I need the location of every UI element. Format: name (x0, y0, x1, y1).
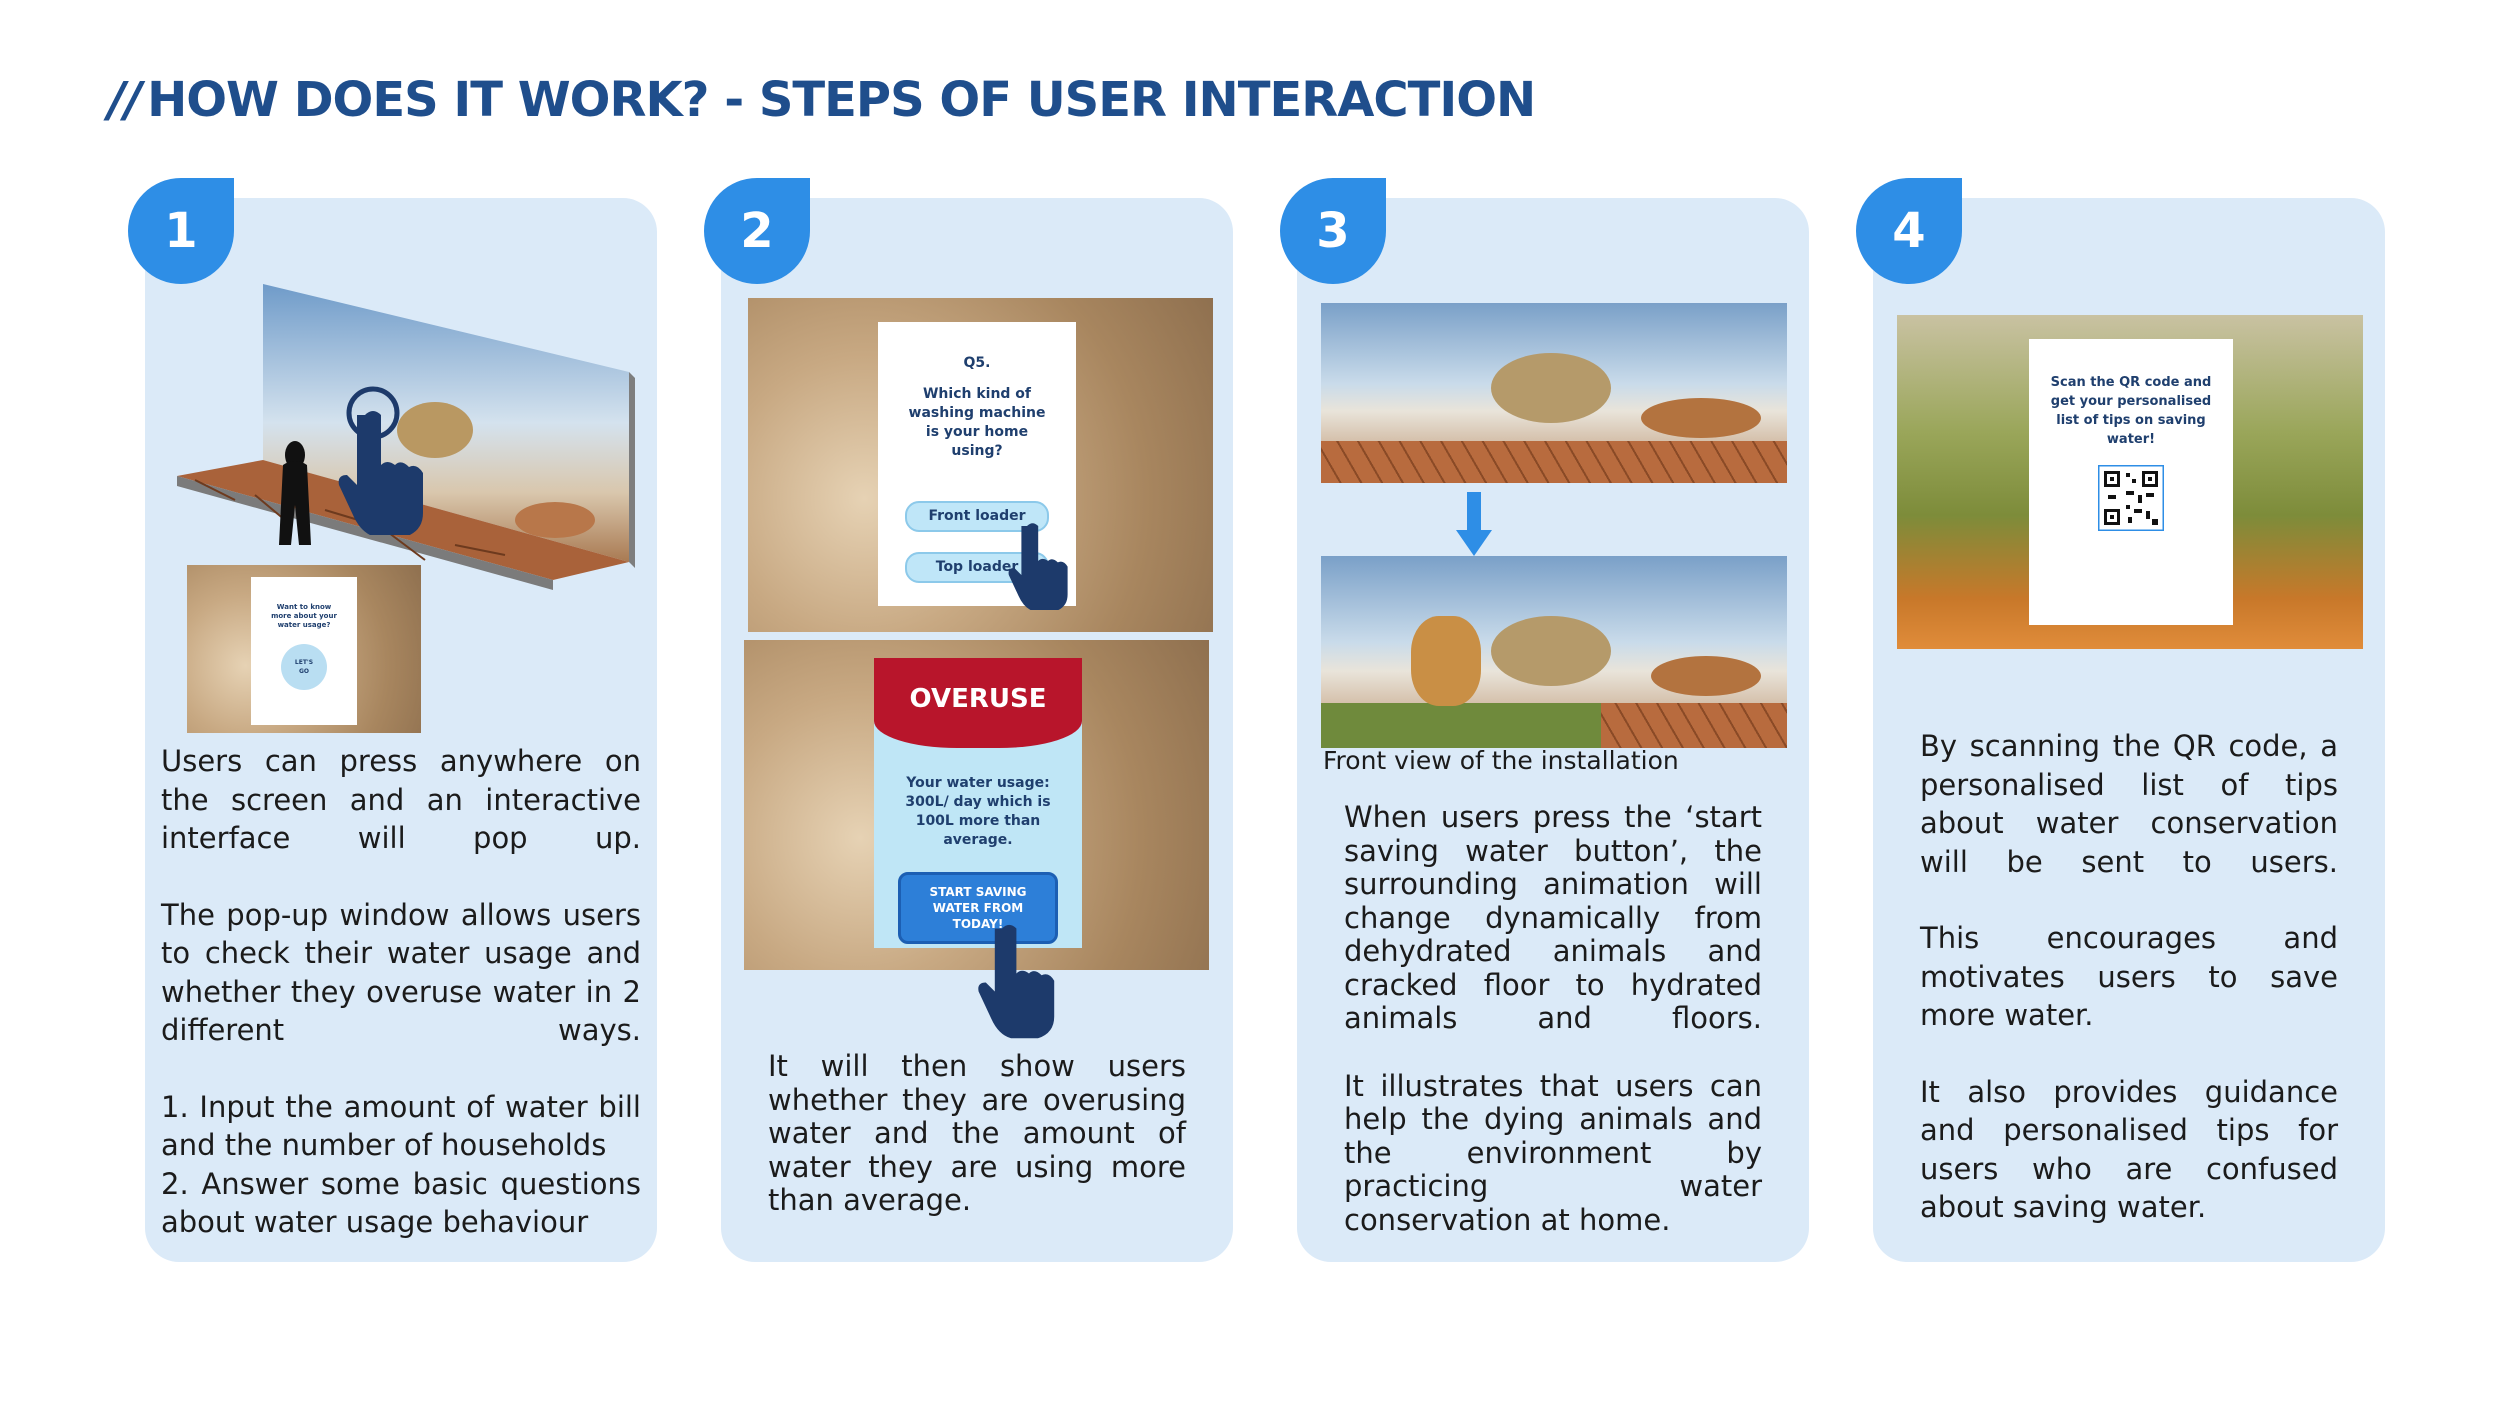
step2-description (768, 1050, 1186, 1218)
quiz-question-number: Q5. (963, 355, 991, 371)
step-badge-4: 4 (1856, 178, 1962, 284)
title-text: HOW DOES IT WORK? - STEPS OF USER INTERACTION (147, 72, 1536, 128)
paragraph: It will then show users whether they are overusing water and the amount of water they are using more than average. (768, 1049, 1186, 1217)
start-saving-button[interactable]: START SAVING WATER FROM TODAY! (898, 872, 1058, 944)
overuse-header (874, 658, 1082, 748)
step3-description (1344, 801, 1762, 1237)
lets-go-button[interactable]: LET'S GO (281, 644, 327, 690)
quiz-question: Which kind of washing machine is your home using? (908, 386, 1046, 459)
arrow-down-icon (1456, 492, 1492, 558)
overuse-message: Your water usage: 300L/ day which is 100L more than average. (905, 775, 1051, 848)
touch-hand-icon (335, 385, 435, 535)
step-badge-2: 2 (704, 178, 810, 284)
paragraph: It illustrates that users can help the dying animals and the environment by practicing water conservation at home. (1344, 1068, 1762, 1237)
step2-quiz-photo (748, 298, 1213, 632)
kangaroo-figure (1651, 656, 1761, 696)
option-top-loader[interactable]: Top loader (905, 552, 1049, 583)
grass-floor (1321, 703, 1601, 748)
paragraph: When users press the ‘start saving water button’, the surrounding animation will change dynamically from dehydrated animals and cracked floor to hydrated animals and floors. (1344, 800, 1762, 1035)
overuse-heading: OVERUSE (909, 684, 1047, 714)
paragraph: It also provides guidance and personalised tips for users who are confused about saving water. (1920, 1074, 2338, 1224)
installation-caption: Front view of the installation (1323, 746, 1679, 775)
option-front-loader[interactable]: Front loader (905, 501, 1049, 532)
paragraph: 1. Input the amount of water bill and the number of households (161, 1089, 641, 1162)
leopard-figure (1491, 353, 1611, 423)
paragraph: 2. Answer some basic questions about water usage behaviour (161, 1166, 641, 1239)
dehydrated-scene-photo (1321, 303, 1787, 483)
paragraph: By scanning the QR code, a personalised list of tips about water conservation will be sent to users. (1920, 729, 2338, 879)
qr-screen (2029, 339, 2233, 625)
cracked-floor (1321, 441, 1787, 483)
title-slash: // (108, 72, 142, 128)
paragraph: The pop-up window allows users to check their water usage and whether they overuse water in 2 different ways. (161, 897, 641, 1047)
step1-description (161, 742, 641, 1242)
hydrated-scene-photo (1321, 556, 1787, 748)
qr-code-icon[interactable] (2098, 465, 2164, 531)
touch-hand-icon (975, 895, 1065, 1043)
dog-figure (1411, 616, 1481, 706)
page-title (108, 72, 1535, 128)
leopard-figure (1491, 616, 1611, 686)
qr-screen-text: Scan the QR code and get your personalised list of tips on saving water! (2050, 375, 2212, 447)
kangaroo-figure (1641, 398, 1761, 438)
step-badge-3: 3 (1280, 178, 1386, 284)
paragraph: This encourages and motivates users to save more water. (1920, 921, 2338, 1032)
step4-description (1920, 727, 2338, 1227)
touch-hand-icon (1005, 505, 1077, 610)
popup-screen (251, 577, 357, 725)
paragraph: Users can press anywhere on the screen and an interactive interface will pop up. (161, 744, 641, 855)
step1-popup-photo (187, 565, 421, 733)
step4-qr-photo (1897, 315, 2363, 649)
popup-screen-text: Want to know more about your water usage? (271, 603, 337, 629)
step-badge-1: 1 (128, 178, 234, 284)
